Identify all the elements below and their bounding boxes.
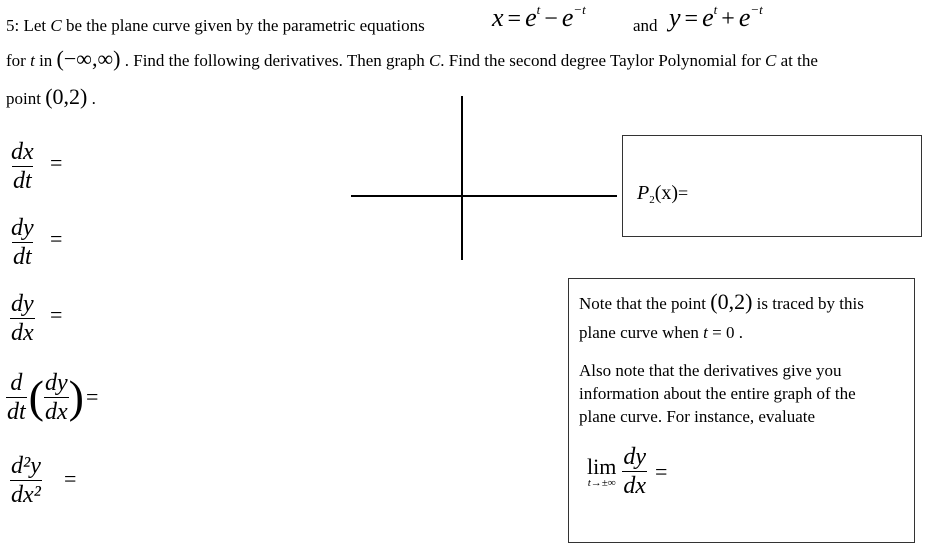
second-derivative-t xyxy=(6,366,98,428)
derivative-dy-dt xyxy=(10,216,35,269)
note-line-1 xyxy=(579,289,864,315)
curve-variable: C xyxy=(428,51,441,70)
equals-sign: = xyxy=(64,466,77,491)
exponent: t xyxy=(713,2,718,17)
note-text: information about the entire graph of the xyxy=(579,384,856,403)
derivative-dx-dt xyxy=(10,140,35,193)
curve-variable: C xyxy=(765,51,777,70)
x-axis xyxy=(351,195,617,197)
curve-variable: C xyxy=(50,16,62,35)
y-equation xyxy=(669,2,763,33)
x-equation xyxy=(492,2,586,33)
exponent: −t xyxy=(750,2,763,17)
exp-base: e xyxy=(525,3,537,32)
left-paren: ( xyxy=(28,371,44,422)
exponent: −t xyxy=(573,2,586,17)
subscript: 2 xyxy=(649,194,655,207)
note-text: . xyxy=(738,323,743,342)
problem-line-2 xyxy=(6,46,818,72)
fraction-denominator: dt xyxy=(12,244,32,270)
note-paragraph-2 xyxy=(579,359,856,428)
fraction-denominator: dt xyxy=(7,398,26,425)
fraction-denominator: dx² xyxy=(11,482,41,508)
limit-operator xyxy=(587,454,616,489)
plus-sign: + xyxy=(721,6,735,32)
fraction-numerator: dy xyxy=(11,291,34,317)
exp-base: e xyxy=(738,3,751,32)
problem-line-3 xyxy=(6,84,96,110)
lim-subscript: t→±∞ xyxy=(587,477,616,489)
y-axis xyxy=(461,96,463,260)
x-variable: x xyxy=(492,3,504,32)
fraction-denominator: dx xyxy=(11,320,34,346)
equals-sign: = xyxy=(507,6,522,32)
problem-text: Let xyxy=(23,16,47,35)
problem-text: in xyxy=(39,51,53,70)
t-variable: t xyxy=(703,323,708,342)
lim-word: lim xyxy=(587,454,617,479)
equals-sign: = xyxy=(684,6,699,32)
minus-sign: − xyxy=(544,6,558,32)
point: (0,2) xyxy=(45,84,88,109)
outer-fraction xyxy=(6,371,27,424)
equals-sign: = xyxy=(50,302,63,327)
note-text: Also note that the derivatives give you xyxy=(579,361,842,380)
problem-text: at the xyxy=(780,51,818,70)
problem-text: be the plane curve given by the parametric equations xyxy=(65,16,425,35)
second-derivative-x xyxy=(10,454,42,507)
y-variable: y xyxy=(669,3,681,32)
fraction-denominator: dt xyxy=(12,168,32,194)
fraction-denominator: dx xyxy=(623,473,646,499)
taylor-polynomial-box[interactable] xyxy=(622,135,922,237)
param-variable: t xyxy=(30,51,35,70)
exponent: t xyxy=(536,2,541,17)
problem-line-1 xyxy=(6,16,425,36)
equals-sign: = xyxy=(85,384,99,409)
limit-expression xyxy=(587,445,667,498)
derivative-dy-dx xyxy=(10,292,35,345)
exp-base: e xyxy=(702,3,714,32)
fraction-numerator: dy xyxy=(623,444,646,470)
problem-text: . Find the second degree Taylor Polynomial for xyxy=(440,51,761,70)
and-word: and xyxy=(633,16,658,35)
fraction-numerator: dy xyxy=(11,215,34,241)
problem-text: point xyxy=(6,89,41,108)
problem-text: . xyxy=(91,89,96,108)
equals-sign: = xyxy=(678,183,689,203)
problem-text: . Find the following derivatives. Then graph xyxy=(124,51,425,70)
note-text: plane curve when xyxy=(579,323,699,342)
exp-base: e xyxy=(561,3,574,32)
interval: (−∞,∞) xyxy=(56,46,121,71)
fraction-numerator: dy xyxy=(45,369,68,396)
equals-sign: = xyxy=(50,150,63,175)
note-text: plane curve. For instance, evaluate xyxy=(579,407,816,426)
equals-sign: = xyxy=(50,226,63,251)
note-line-2 xyxy=(579,323,743,343)
note-text: is traced by this xyxy=(756,294,864,313)
taylor-polynomial-label xyxy=(637,182,688,206)
problem-text: for xyxy=(6,51,26,70)
inner-fraction xyxy=(44,371,69,424)
problem-number: 5: xyxy=(6,16,20,35)
right-paren: ) xyxy=(68,371,84,422)
fraction-numerator: d xyxy=(10,369,23,396)
t-value: = 0 xyxy=(712,323,735,342)
note-box[interactable] xyxy=(568,278,915,543)
point: (0,2) xyxy=(710,289,753,314)
function-argument: (x) xyxy=(654,182,679,204)
note-text: Note that the point xyxy=(579,294,707,313)
fraction-numerator: d²y xyxy=(11,453,41,479)
fraction-numerator: dx xyxy=(11,139,34,165)
equals-sign: = xyxy=(655,458,668,484)
limit-fraction xyxy=(622,445,647,498)
p-symbol: P xyxy=(637,182,650,204)
fraction-denominator: dx xyxy=(45,398,68,425)
